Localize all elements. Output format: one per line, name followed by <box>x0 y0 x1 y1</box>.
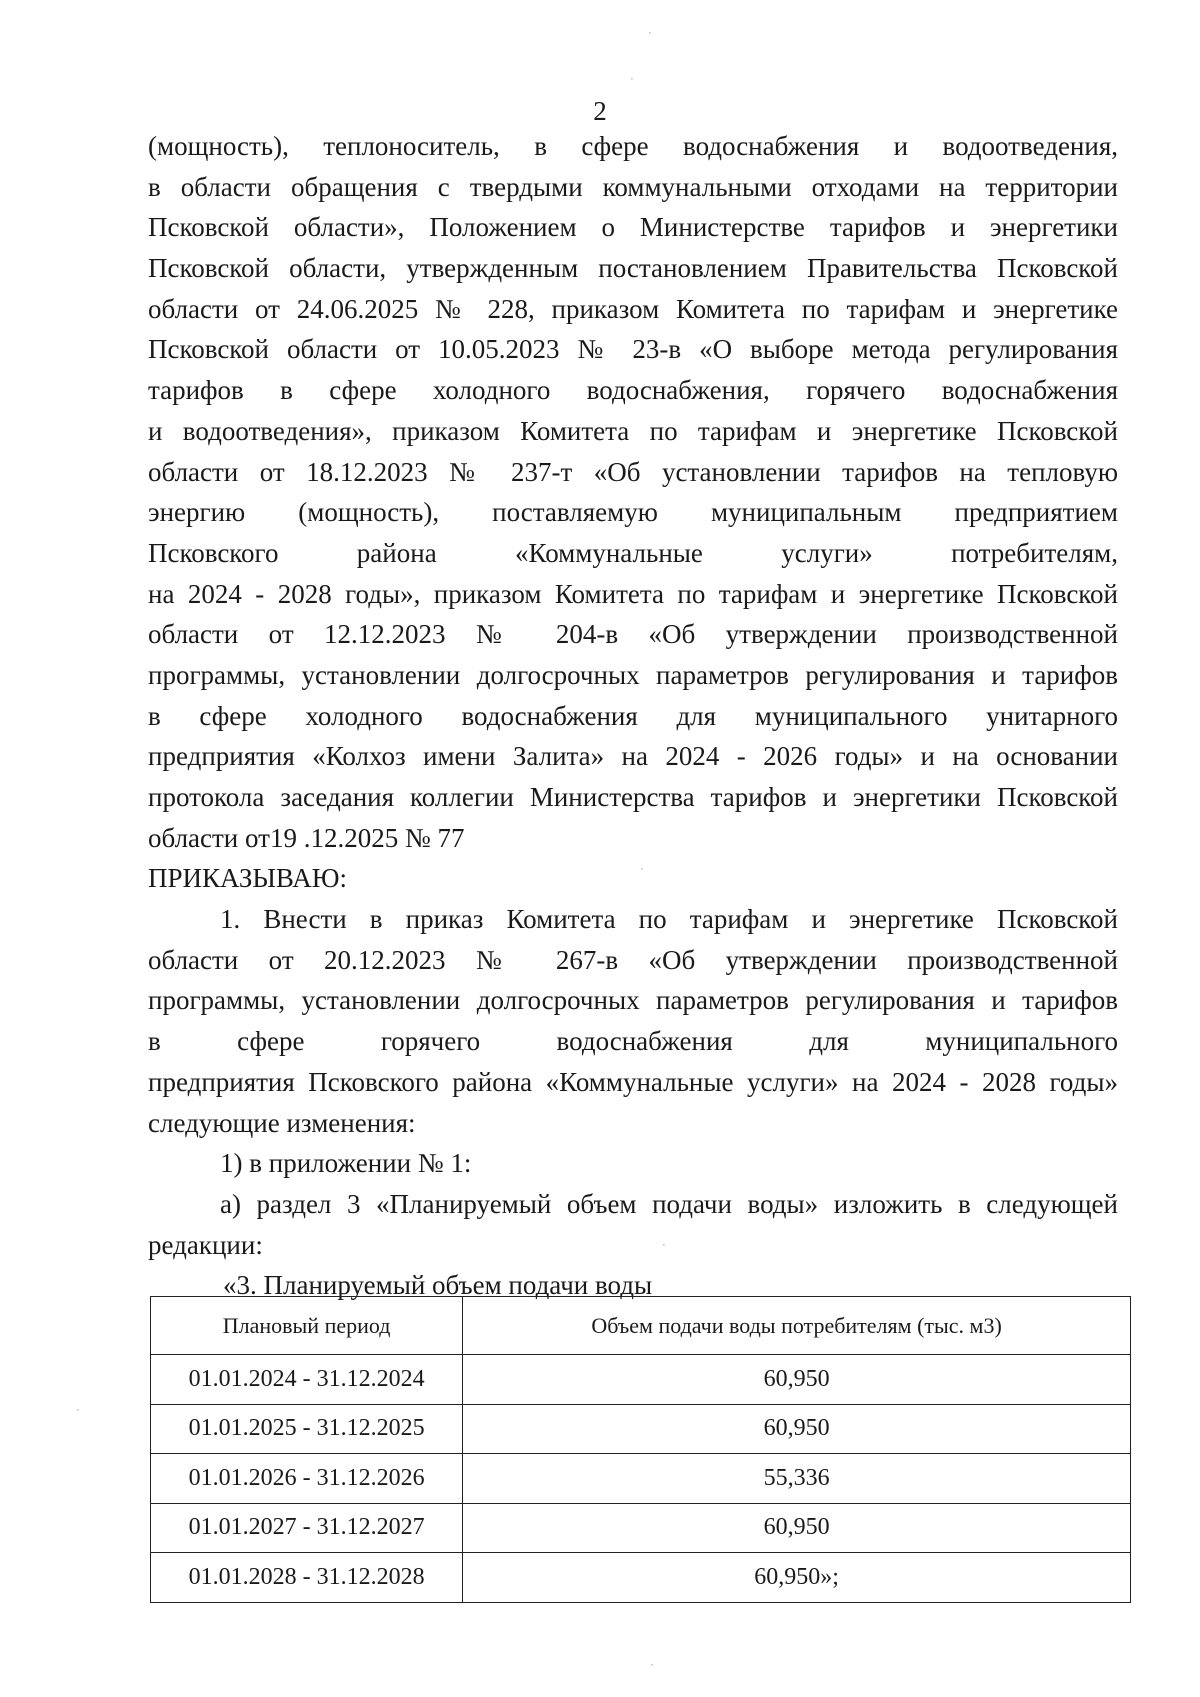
period-cell: 01.01.2026 - 31.12.2026 <box>151 1454 463 1504</box>
text-line: области от19 .12.2025 № 77 <box>148 822 465 853</box>
period-cell: 01.01.2028 - 31.12.2028 <box>151 1553 463 1603</box>
table-row <box>151 1503 1131 1553</box>
text-line: протокола заседания коллегии Министерства тарифов и энергетики Псковской <box>148 782 1118 812</box>
scan-speck: · <box>640 862 644 876</box>
period-cell: 01.01.2027 - 31.12.2027 <box>151 1503 463 1553</box>
text-line: программы, установлении долгосрочных параметров регулирования и тарифов <box>148 985 1118 1016</box>
text-line: на 2024 - 2028 годы», приказом Комитета по тарифам и энергетике Псковской <box>148 578 1118 609</box>
table-row <box>151 1404 1131 1454</box>
text-line: редакции: <box>148 1229 263 1260</box>
water-supply-table <box>150 1296 1131 1603</box>
text-line: тарифов в сфере холодного водоснабжения, горячего водоснабжения <box>148 375 1118 406</box>
volume-cell: 60,950 <box>463 1503 1131 1553</box>
table-header-row <box>151 1297 1131 1355</box>
text-line: Псковской области, утвержденным постановлением Правительства Псковской <box>148 253 1118 284</box>
order-heading: ПРИКАЗЫВАЮ: <box>148 863 347 894</box>
period-cell: 01.01.2024 - 31.12.2024 <box>151 1355 463 1405</box>
text-line: энергию (мощность), поставляемую муниципальным предприятием <box>148 497 1118 528</box>
text-line: в сфере горячего водоснабжения для муниципального <box>148 1026 1118 1057</box>
text-line: области от 18.12.2023 № 237-т «Об установлении тарифов на тепловую <box>148 456 1118 487</box>
text-line: следующие изменения: <box>148 1107 416 1138</box>
text-line: Псковской области», Положением о Министерстве тарифов и энергетики <box>148 212 1118 243</box>
text-line: и водоотведения», приказом Комитета по тарифам и энергетике Псковской <box>148 415 1118 446</box>
text-line: предприятия «Колхоз имени Залита» на 2024 - 2026 годы» и на основании <box>148 741 1118 772</box>
table-row <box>151 1454 1131 1504</box>
document-body <box>148 126 1118 1306</box>
text-line: Псковского района «Коммунальные услуги» потребителям, <box>148 537 1118 568</box>
item-1-paragraph <box>148 899 1118 1143</box>
scan-speck: · <box>76 1403 80 1417</box>
header-planned-period: Плановый период <box>151 1297 463 1355</box>
header-water-volume: Объем подачи воды потребителям (тыс. м3) <box>463 1297 1131 1355</box>
scan-speck: · <box>648 26 652 40</box>
table-row <box>151 1355 1131 1405</box>
volume-cell: 60,950 <box>463 1404 1131 1454</box>
volume-cell: 60,950 <box>463 1355 1131 1405</box>
scan-speck: · <box>662 1238 666 1252</box>
preamble-paragraph <box>148 126 1118 858</box>
text-line: программы, установлении долгосрочных параметров регулирования и тарифов <box>148 659 1118 690</box>
water-supply-table-wrapper <box>150 1296 1131 1603</box>
text-line: области от 20.12.2023 № 267-в «Об утверждении производственной <box>148 944 1118 975</box>
volume-cell: 60,950»; <box>463 1553 1131 1603</box>
text-line: области от 12.12.2023 № 204-в «Об утверждении производственной <box>148 619 1118 650</box>
subitem-1: 1) в приложении № 1: <box>220 1148 472 1179</box>
text-line: в сфере холодного водоснабжения для муниципального унитарного <box>148 700 1118 731</box>
period-cell: 01.01.2025 - 31.12.2025 <box>151 1404 463 1454</box>
table-row <box>151 1553 1131 1603</box>
volume-cell: 55,336 <box>463 1454 1131 1504</box>
text-line: а) раздел 3 «Планируемый объем подачи воды» изложить в следующей <box>220 1188 1118 1219</box>
text-line: (мощность), теплоноситель, в сфере водоснабжения и водоотведения, <box>148 131 1118 161</box>
scan-speck: · <box>630 72 634 86</box>
table-title: «3. Планируемый объем подачи воды <box>223 1270 653 1301</box>
text-line: Псковской области от 10.05.2023 № 23-в «О выборе метода регулирования <box>148 334 1118 365</box>
text-line: области от 24.06.2025 № 228, приказом Комитета по тарифам и энергетике <box>148 293 1118 324</box>
scan-speck: · <box>650 1658 654 1672</box>
subitem-a-paragraph <box>148 1184 1118 1265</box>
text-line: в области обращения с твердыми коммунальными отходами на территории <box>148 171 1118 202</box>
page-number: 2 <box>593 96 607 126</box>
text-line: предприятия Псковского района «Коммунальные услуги» на 2024 - 2028 годы» <box>148 1066 1118 1097</box>
text-line: 1. Внести в приказ Комитета по тарифам и энергетике Псковской <box>220 904 1118 935</box>
